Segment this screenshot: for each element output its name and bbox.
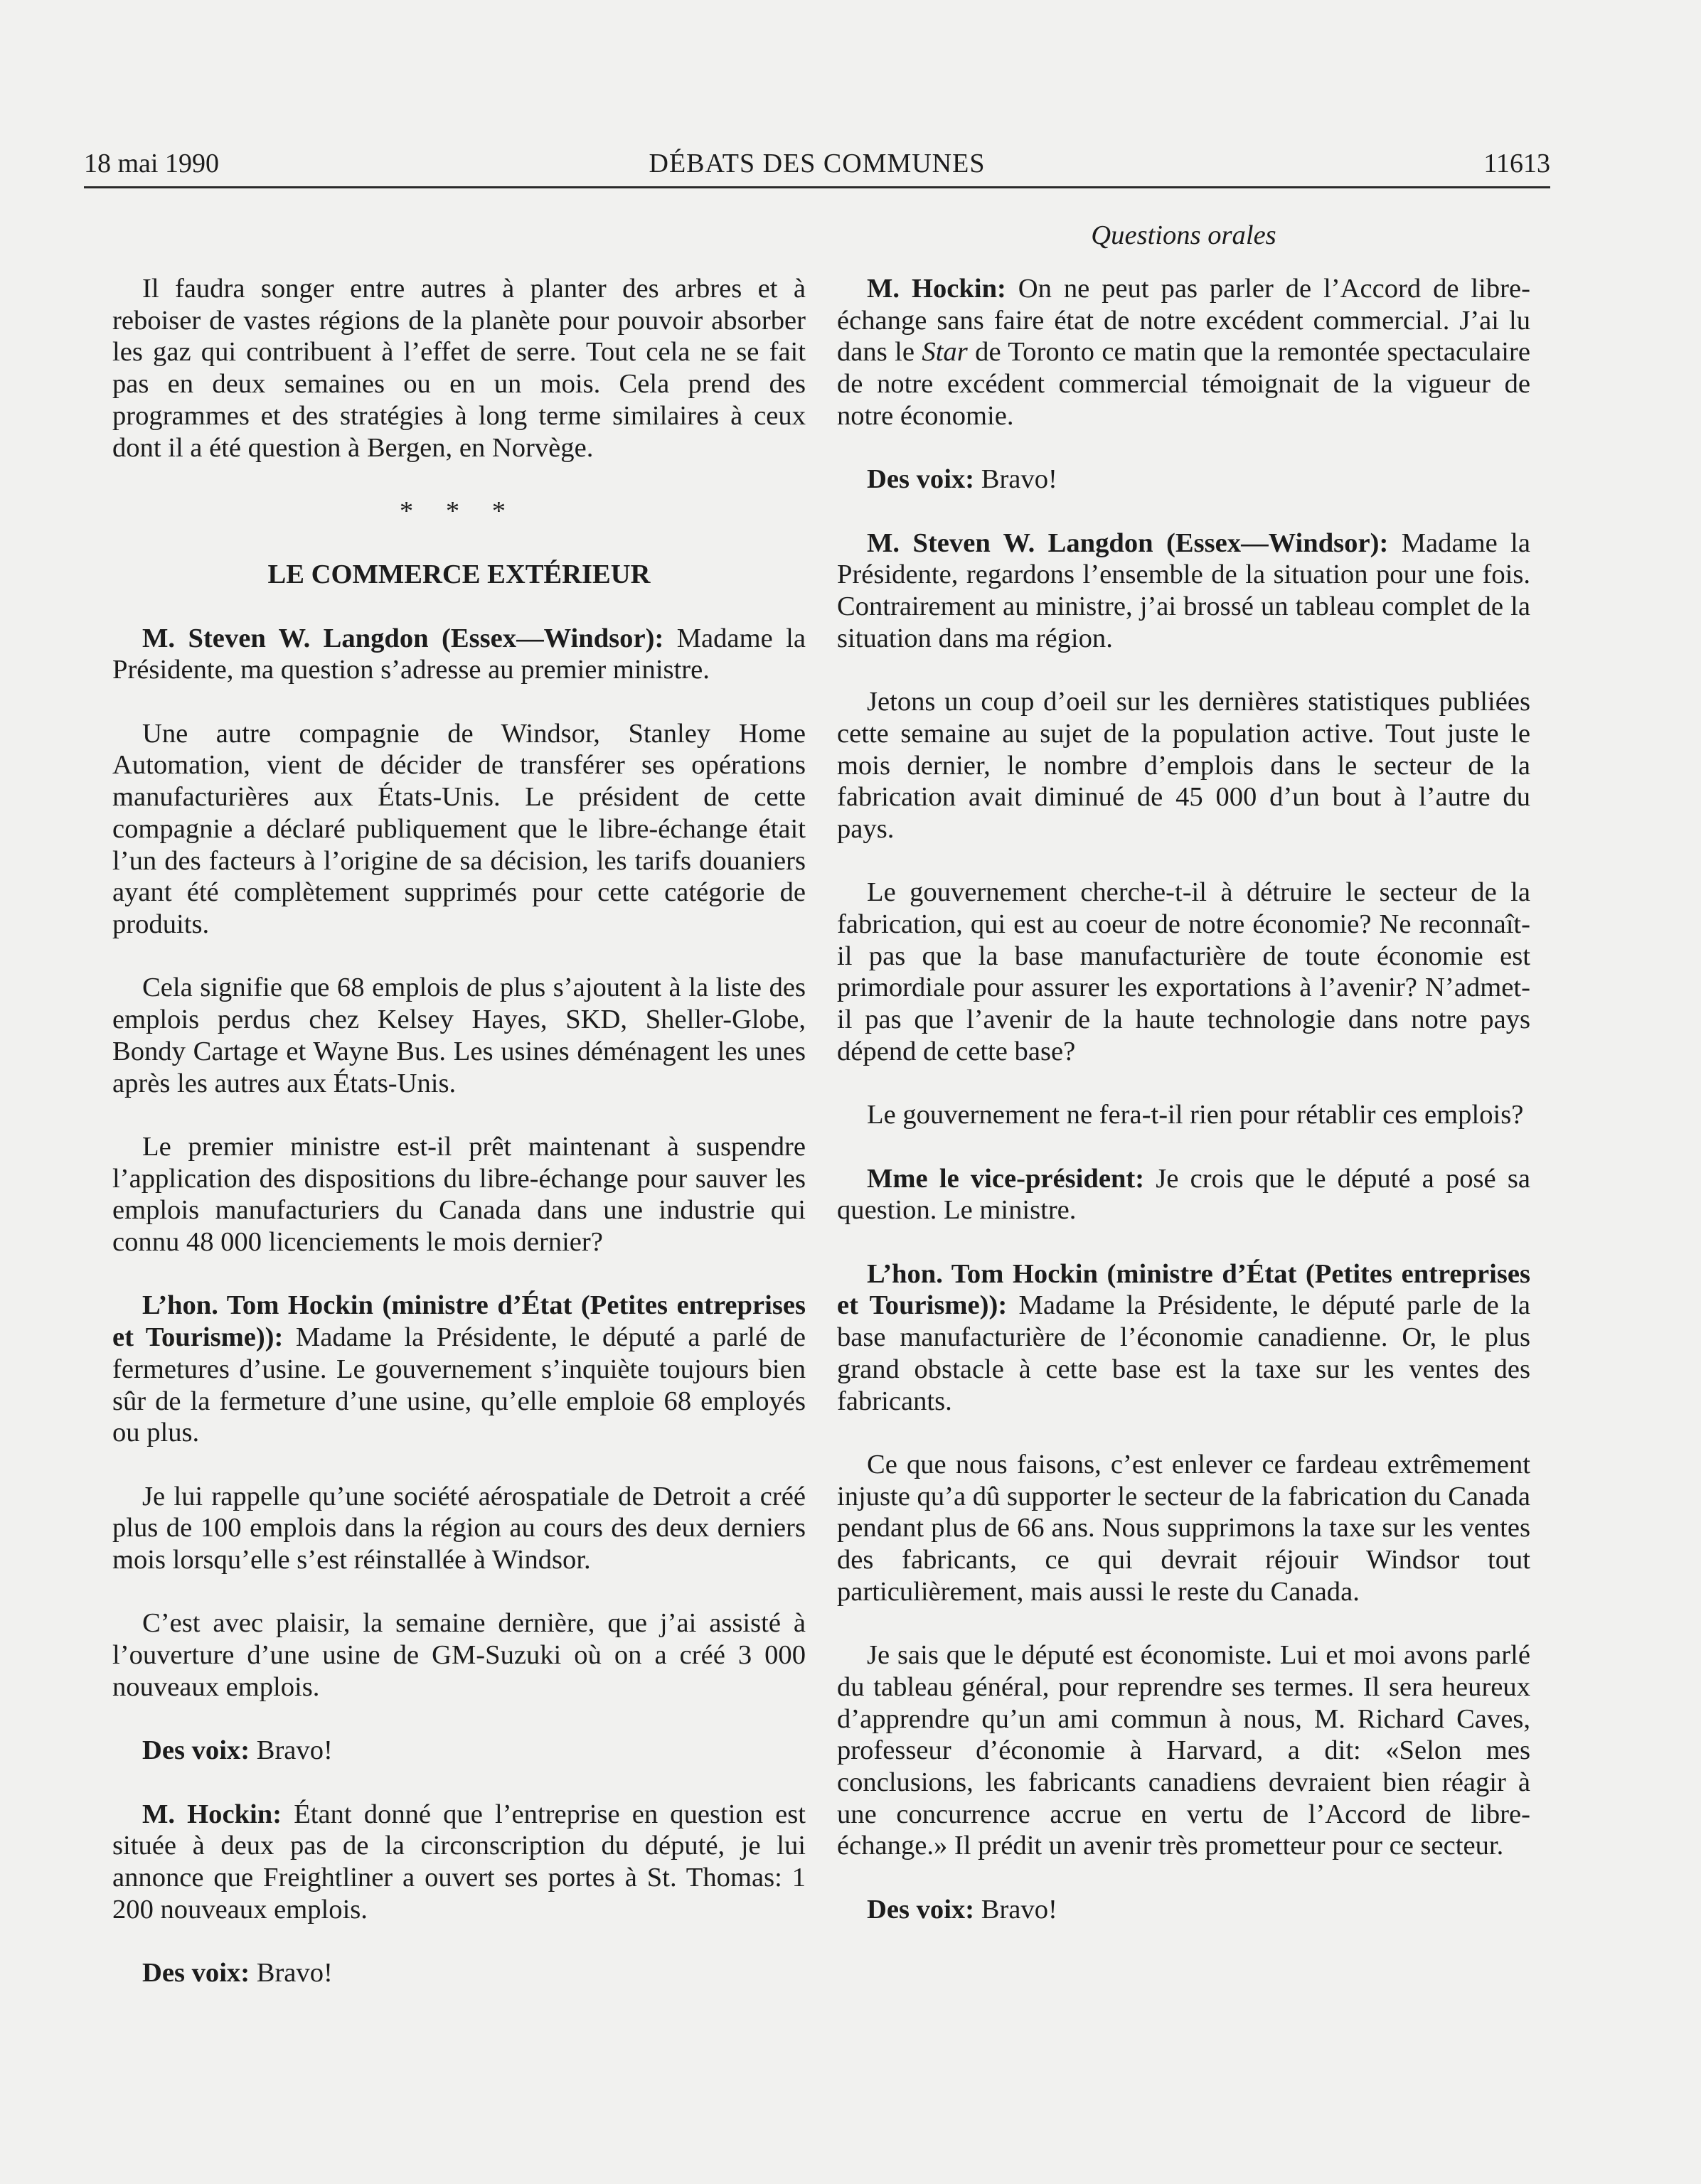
speech-text: Bravo! bbox=[250, 1958, 333, 1988]
paragraph: Cela signifie que 68 emplois de plus s’ajoutent à la liste des emplois perdus chez Kelsey Hayes, SKD, Sheller-Globe, Bondy Cartage et Wayne Bus. Les usines déménagent les unes après les autres aux États-Unis. bbox=[112, 973, 806, 1098]
paragraph bbox=[112, 623, 806, 686]
paragraph bbox=[112, 1799, 806, 1926]
speaker-name: M. Hockin: bbox=[867, 274, 1006, 304]
left-column bbox=[112, 273, 806, 1989]
speech-text: Bravo! bbox=[250, 1735, 333, 1766]
speech-text: Bravo! bbox=[974, 464, 1057, 495]
speech-text: Bravo! bbox=[974, 1894, 1057, 1925]
speaker-name: Des voix: bbox=[867, 1894, 975, 1925]
header-rule bbox=[84, 186, 1550, 188]
speaker-name: M. Steven W. Langdon (Essex—Windsor): bbox=[142, 623, 664, 653]
speech-text: Madame la Présidente, regardons l’ensemble de la situation pour une fois. Contrairement au ministre, j’ai brossé un tableau complet de la situation dans ma région. bbox=[837, 528, 1530, 653]
speech-text: de Toronto ce matin que la remontée spectaculaire de notre excédent commercial témoignait de la vigueur de notre économie. bbox=[837, 337, 1530, 431]
paragraph bbox=[837, 464, 1530, 496]
paragraph: C’est avec plaisir, la semaine dernière, que j’ai assisté à l’ouverture d’une usine de GM-Suzuki où on a créé 3 000 nouveaux emplois. bbox=[112, 1608, 806, 1702]
speech-text: Étant donné que l’entreprise en question est située à deux pas de la circonscription du député, je lui annonce que Freightliner a ouvert ses portes à St. Thomas: 1 200 nouveaux emplois. bbox=[112, 1799, 806, 1925]
paragraph: Le gouvernement cherche-t-il à détruire le secteur de la fabrication, qui est au coeur de notre économie? Ne reconnaît-il pas que la base manufacturière de toute économie est primordiale pour assurer les exportations à l’avenir? N’admet-il pas que l’avenir de la haute technologie dans notre pays dépend de cette base? bbox=[837, 877, 1530, 1066]
speaker-name: L’hon. Tom Hockin (ministre d’État (Petites entreprises et Tourisme)): bbox=[837, 1258, 1530, 1321]
speaker-name: M. Steven W. Langdon (Essex—Windsor): bbox=[867, 528, 1389, 558]
paragraph: Une autre compagnie de Windsor, Stanley Home Automation, vient de décider de transférer ses opérations manufacturières aux États-Unis. Le président de cette compagnie a déclaré publiquement que le libre-échange était l’un des facteurs à l’origine de sa décision, les tarifs douaniers ayant été complètement supprimés pour cette catégorie de produits. bbox=[112, 718, 806, 939]
header-page-number: 11613 bbox=[1483, 149, 1550, 178]
speaker-name: Des voix: bbox=[867, 464, 975, 495]
speech-text: Madame la Présidente, le député parle de la base manufacturière de l’économie canadienne. Or, le plus grand obstacle à cette base est la taxe sur les ventes des fabricants. bbox=[837, 1290, 1530, 1416]
speaker-name: Des voix: bbox=[142, 1958, 250, 1988]
paragraph bbox=[112, 1735, 806, 1767]
speaker-name: Des voix: bbox=[142, 1735, 250, 1766]
header-date: 18 mai 1990 bbox=[84, 149, 219, 178]
right-column bbox=[837, 273, 1530, 1925]
speech-text: Je crois que le député a posé sa question. Le ministre. bbox=[837, 1163, 1530, 1226]
paragraph bbox=[112, 1957, 806, 1989]
section-heading: LE COMMERCE EXTÉRIEUR bbox=[267, 560, 651, 590]
paragraph: Le premier ministre est-il prêt maintenant à suspendre l’application des dispositions du libre-échange pour sauver les emplois manufacturiers du Canada dans une industrie qui connu 48 000 licenciements le mois dernier? bbox=[112, 1131, 806, 1257]
paragraph: Je lui rappelle qu’une société aérospatiale de Detroit a créé plus de 100 emplois dans la région au cours des deux derniers mois lorsqu’elle s’est réinstallée à Windsor. bbox=[112, 1481, 806, 1575]
paragraph: Je sais que le député est économiste. Lui et moi avons parlé du tableau général, pour reprendre ses termes. Il sera heureux d’apprendre qu’un ami commun à nous, M. Richard Caves, professeur d’économie à Harvard, a dit: «Selon mes conclusions, les fabricants canadiens devraient bien réagir à une concurrence accrue en vertu de l’Accord de libre-échange.» Il prédit un avenir très prometteur pour ce secteur. bbox=[837, 1640, 1530, 1861]
paragraph bbox=[837, 1258, 1530, 1418]
speech-text: Madame la Présidente, le député a parlé de fermetures d’usine. Le gouvernement s’inquiète toujours bien sûr de la fermeture d’une usine, qu’elle emploie 68 employés ou plus. bbox=[112, 1322, 806, 1448]
page-header bbox=[84, 142, 1550, 185]
section-label: Questions orales bbox=[1091, 220, 1276, 250]
speech-text: Madame la Présidente, ma question s’adresse au premier ministre. bbox=[112, 623, 806, 685]
paragraph: Jetons un coup d’oeil sur les dernières statistiques publiées cette semaine au sujet de la population active. Tout juste le mois dernier, le nombre d’emplois dans le secteur de la fabrication avait diminué de 45 000 d’un bout à l’autre du pays. bbox=[837, 687, 1530, 844]
paragraph bbox=[837, 1163, 1530, 1226]
paragraph: Il faudra songer entre autres à planter des arbres et à reboiser de vastes régions de la planète pour pouvoir absorber les gaz qui contribuent à l’effet de serre. Tout cela ne se fait pas en deux semaines ou en un mois. Cela prend des programmes et des stratégies à long terme similaires à ceux dont il a été question à Bergen, en Norvège. bbox=[112, 274, 806, 463]
header-title: DÉBATS DES COMMUNES bbox=[649, 149, 986, 178]
speech-text: On ne peut pas parler de l’Accord de libre-échange sans faire état de notre excédent commercial. J’ai lu dans le bbox=[837, 274, 1530, 368]
speaker-name: L’hon. Tom Hockin (ministre d’État (Petites entreprises et Tourisme)): bbox=[112, 1290, 806, 1353]
paragraph: Ce que nous faisons, c’est enlever ce fardeau extrêmement injuste qu’a dû supporter le secteur de la fabrication du Canada pendant plus de 66 ans. Nous supprimons la taxe sur les ventes des fabricants, ce qui devrait réjouir Windsor tout particulièrement, mais aussi le reste du Canada. bbox=[837, 1449, 1530, 1607]
speaker-name: M. Hockin: bbox=[142, 1799, 282, 1829]
section-separator: * * * bbox=[399, 496, 519, 526]
paragraph: Le gouvernement ne fera-t-il rien pour rétablir ces emplois? bbox=[867, 1100, 1524, 1130]
speaker-name: Mme le vice-président: bbox=[867, 1163, 1145, 1194]
newspaper-title: Star bbox=[922, 337, 968, 368]
paragraph bbox=[837, 1894, 1530, 1926]
paragraph bbox=[837, 273, 1530, 432]
paragraph bbox=[112, 1290, 806, 1449]
paragraph bbox=[837, 528, 1530, 655]
